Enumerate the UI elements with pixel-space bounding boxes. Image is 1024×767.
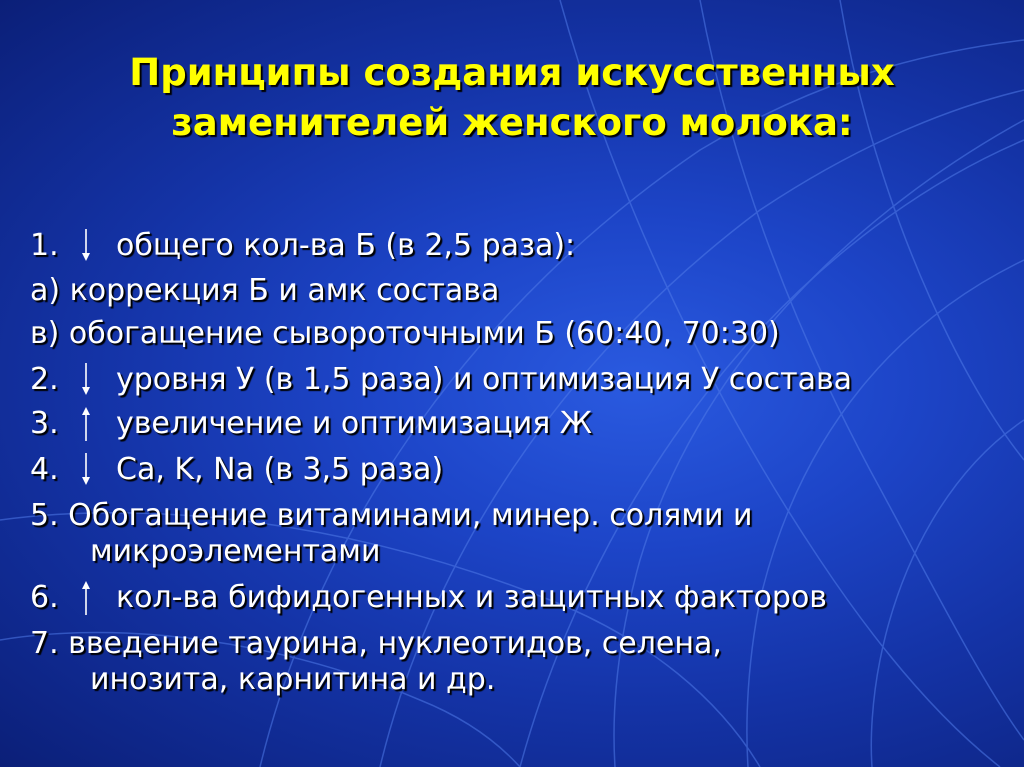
list-item-text: уровня У (в 1,5 раза) и оптимизация У состава [116,362,853,397]
title-line-1: Принципы создания искусственных [129,51,895,94]
list-item-continuation: микроэлементами [90,534,381,569]
list-item [30,316,780,352]
up-arrow-icon [82,581,116,611]
list-item-text: кол-ва бифидогенных и защитных факторов [116,580,827,615]
list-item-text: общего кол-ва Б (в 2,5 раза): [116,228,576,263]
list-item-text: увеличение и оптимизация Ж [116,406,593,441]
down-arrow-icon [82,363,116,393]
up-arrow-icon [82,407,116,437]
list-item [30,498,753,570]
list-item-number: 6. [30,580,59,615]
list-item-number: 2. [30,362,59,397]
list-item [30,626,722,698]
list-item [30,228,575,264]
slide-title [60,48,964,148]
down-arrow-icon [82,453,116,483]
list-item [30,452,443,488]
list-item [30,406,592,442]
list-item-text: в) обогащение сывороточными Б (60:40, 70:30) [30,316,780,351]
list-item-text: а) коррекция Б и амк состава [30,273,500,308]
list-item-text: 5. Обогащение витаминами, минер. солями и [30,498,753,533]
list-item-text: Ca, K, Na (в 3,5 раза) [116,452,444,487]
list-item [30,580,827,616]
list-item [30,273,499,309]
list-item-continuation: инозита, карнитина и др. [90,662,496,697]
list-item-number: 1. [30,228,59,263]
down-arrow-icon [82,229,116,259]
title-line-2: заменителей женского молока: [171,101,853,144]
list-item-text: 7. введение таурина, нуклеотидов, селена, [30,626,722,661]
list-item-number: 4. [30,452,59,487]
list-item-number: 3. [30,406,59,441]
list-item [30,362,852,398]
